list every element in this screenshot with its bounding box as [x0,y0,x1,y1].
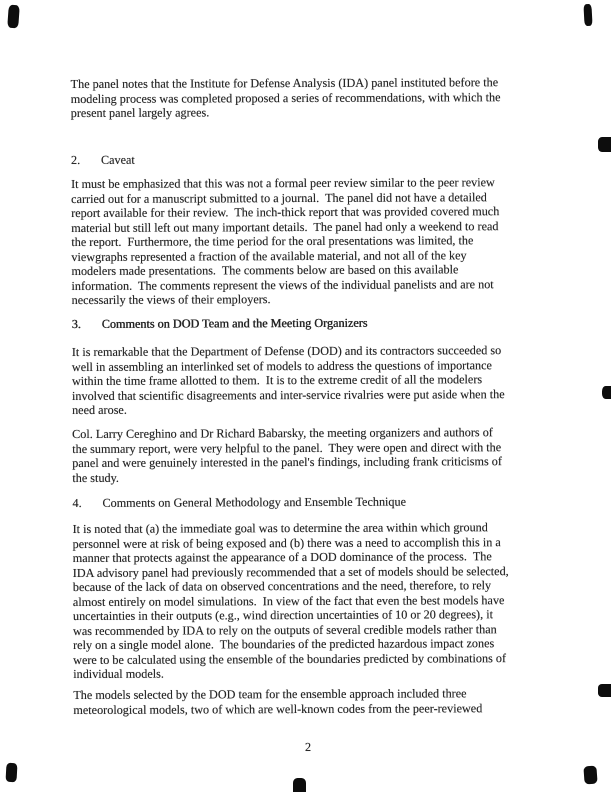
section-number: 3. [71,316,81,332]
scan-artifact-bottom-right [583,766,597,785]
paragraph-methodology-body: It is noted that (a) the immediate goal was to determine the area within which ground personnel were at risk of being exposed and (b) there was a need to accomplish this in a manner that protects against the appearance of a DOD dominance of the process. The IDA advisory panel had previously recommended that a set of models should be selected, because of the lack of data on observed concentrations and the need, therefore, to rely almost entirely on model simulations. In view of the fact that even the best models have uncertainties in their outputs (e.g., wind direction uncertainties of 10 or 20 degrees), it was recommended by IDA to rely on the outputs of several credible models rather than rely on a single model alone. The boundaries of the predicted hazardous impact zones were to be calculated using the ensemble of the boundaries predicted by combinations of individual models. [72,520,509,682]
scan-artifact-bottom-center [293,778,306,792]
paragraph-ida-recommendations: The panel notes that the Institute for Defense Analysis (IDA) panel instituted before the modeling process was completed proposed a series of recommendations, with which the present panel largely agrees. [70,75,501,121]
section-title: Comments on General Methodology and Ensemble Technique [102,494,407,510]
page-number: 2 [304,739,312,755]
section-title: Caveat [100,152,135,167]
section-number: 2. [70,152,81,168]
scan-artifact-top-left [7,5,20,29]
paragraph-selected-models: The models selected by the DOD team for the ensemble approach included three meteorological models, two of which are well-known codes from the peer-reviewed [73,686,483,717]
scan-artifact-top-right [583,4,592,26]
paragraph-dod-team-body: It is remarkable that the Department of Defense (DOD) and its contractors succeeded so well in assembling an interlinked set of models to address the questions of importance within the time frame allotted to them. It is to the extreme credit of all the modelers involved that scientific disagreements and inter-service rivalries were put aside when the need arose. [71,343,505,418]
scan-artifact-right-middle [602,386,611,399]
section-heading-caveat [71,153,135,168]
section-number: 4. [72,495,82,511]
scan-artifact-right-lower [598,684,611,697]
section-title: Comments on DOD Team and the Meeting Organizers [101,315,368,331]
scan-artifact-bottom-left [6,763,18,783]
section-heading-methodology [72,495,406,511]
section-heading-dod-team [72,316,368,332]
paragraph-caveat-body: It must be emphasized that this was not a formal peer review similar to the peer review carried out for a manuscript submitted to a journal. The panel did not have a detailed report available for their review. The inch-thick report that was provided covered much material but still left out many important details. The panel had only a weekend to read the report. Furthermore, the time period for the oral presentations was limited, the viewgraphs represented a fraction of the available material, and not all of the key modelers made presentations. The comments below are based on this available information. The comments represent the views of the individual panelists and are not necessarily the views of their employers. [71,175,500,308]
scan-artifact-right-upper [598,137,611,152]
paragraph-meeting-organizers: Col. Larry Cereghino and Dr Richard Babarsky, the meeting organizers and authors of the summary report, were very helpful to the panel. They were open and direct with the panel and were genuinely interested in the panel's findings, including frank criticisms of the study. [72,425,502,485]
